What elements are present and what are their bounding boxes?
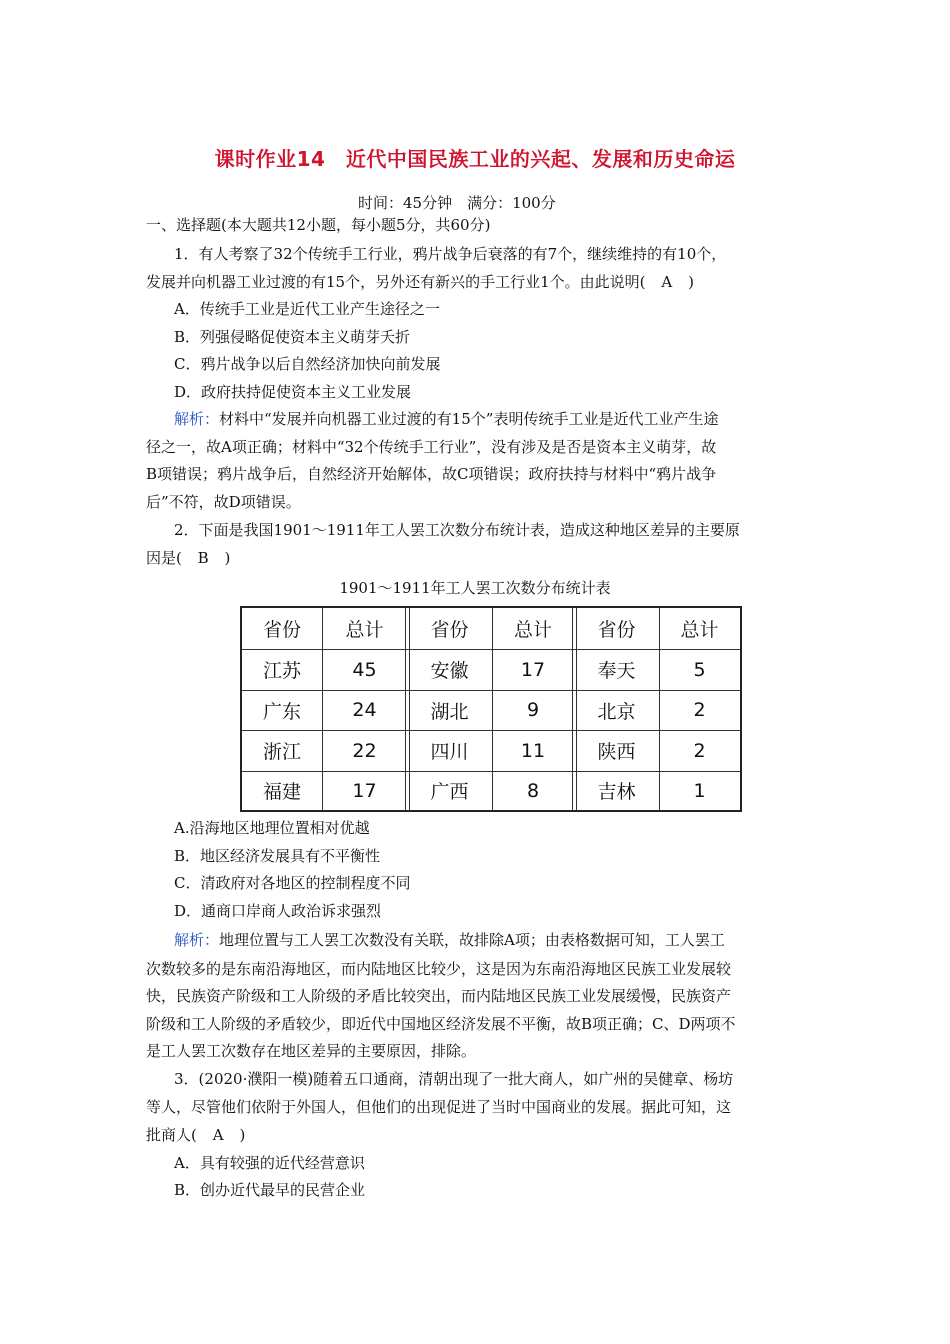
q3-option-a: A．具有较强的近代经营意识: [174, 1154, 365, 1172]
section-heading: 一、选择题(本大题共12小题，每小题5分，共60分): [146, 216, 491, 234]
table-cell: 45: [352, 658, 377, 681]
table-header-cell: 总计: [345, 619, 384, 641]
table-cell: 1: [693, 779, 706, 802]
q1-analysis-line3: B项错误；鸦片战争后，自然经济开始解体，故C项错误；政府扶持与材料中“鸦片战争: [146, 465, 717, 483]
table-double-column-divider: [409, 608, 410, 810]
analysis-label: 解析：: [174, 931, 220, 949]
table-column-divider: [659, 608, 660, 810]
table-cell: 北京: [597, 700, 636, 723]
table-cell: 24: [352, 699, 377, 721]
table-cell: 22: [352, 739, 377, 762]
q3-stem-line2: 等人，尽管他们依附于外国人，但他们的出现促进了当时中国商业的发展。据此可知，这: [146, 1098, 732, 1116]
table-cell: 浙江: [262, 741, 301, 763]
table-cell: 湖北: [430, 700, 469, 723]
table-header-cell: 省份: [597, 619, 636, 641]
q2-option-b: B．地区经济发展具有不平衡性: [174, 847, 381, 865]
table-row-divider: [242, 771, 740, 772]
table-cell: 5: [693, 658, 706, 681]
q2-analysis-line4: 阶级和工人阶级的矛盾较少，即近代中国地区经济发展不平衡，故B项正确；C、D两项不: [146, 1015, 736, 1033]
table-row-divider: [242, 690, 740, 691]
table-cell: 9: [526, 699, 540, 721]
q1-analysis-line4: 后”不符，故D项错误。: [146, 493, 301, 511]
q1-option-c: C．鸦片战争以后自然经济加快向前发展: [174, 355, 441, 373]
table-cell: 2: [693, 739, 706, 762]
q2-stem-line1: 2．下面是我国1901～1911年工人罢工次数分布统计表，造成这种地区差异的主要原: [174, 521, 740, 539]
q3-answer: A: [212, 1126, 224, 1144]
table-cell: 安徽: [430, 660, 469, 682]
q1-option-a: A．传统手工业是近代工业产生途径之一: [174, 300, 440, 318]
q1-answer: A: [661, 273, 673, 291]
table-cell: 17: [352, 779, 377, 802]
q2-option-a: A.沿海地区地理位置相对优越: [174, 819, 370, 837]
table-cell: 17: [520, 658, 546, 681]
q1-stem-line2: 发展并向机器工业过渡的有15个，另外还有新兴的手工行业1个。由此说明( A ): [146, 273, 694, 291]
table-column-divider: [492, 608, 493, 810]
table-cell: 四川: [430, 741, 469, 763]
table-cell: 广西: [430, 781, 469, 803]
table-cell: 11: [520, 739, 546, 762]
q1-analysis-line1: 解析：材料中“发展并向机器工业过渡的有15个”表明传统手工业是近代工业产生途: [174, 410, 719, 428]
table-column-divider: [322, 608, 323, 810]
table-cell: 江苏: [262, 660, 301, 682]
table-row-divider: [242, 649, 740, 650]
q2-answer: B: [197, 549, 209, 567]
q2-stem-line2: 因是( B ): [146, 549, 231, 567]
table-header-cell: 省份: [262, 619, 301, 641]
strike-statistics-table: [240, 606, 742, 812]
q1-option-d: D．政府扶持促使资本主义工业发展: [174, 383, 412, 401]
page-title: 课时作业14 近代中国民族工业的兴起、发展和历史命运: [214, 147, 736, 171]
q2-analysis-line1: 解析：地理位置与工人罢工次数没有关联，故排除A项；由表格数据可知，工人罢工: [174, 931, 725, 949]
table-cell: 福建: [262, 781, 301, 803]
table-cell: 8: [526, 779, 540, 802]
table-cell: 广东: [262, 700, 301, 723]
table-row-divider: [242, 730, 740, 731]
q1-analysis-line2: 径之一，故A项正确；材料中“32个传统手工行业”，没有涉及是否是资本主义萌芽，故: [146, 438, 717, 456]
table-double-column-divider: [405, 608, 406, 810]
q2-option-c: C．清政府对各地区的控制程度不同: [174, 874, 411, 892]
table-cell: 2: [693, 699, 706, 721]
table-cell: 吉林: [597, 781, 636, 803]
q2-option-d: D．通商口岸商人政治诉求强烈: [174, 902, 382, 920]
table-title: 1901～1911年工人罢工次数分布统计表: [339, 579, 611, 597]
q3-stem-line1: 3．(2020·濮阳一模)随着五口通商，清朝出现了一批大商人，如广州的吴健章、杨坊: [174, 1070, 734, 1088]
table-cell: 陕西: [597, 741, 636, 763]
table-double-column-divider: [576, 608, 577, 810]
table-header-cell: 省份: [430, 619, 469, 641]
time-score-info: 时间：45分钟 满分：100分: [358, 194, 556, 212]
q2-analysis-line5: 是工人罢工次数存在地区差异的主要原因，排除。: [146, 1042, 477, 1060]
q3-option-b: B．创办近代最早的民营企业: [174, 1181, 366, 1199]
table-cell: 奉天: [597, 660, 636, 682]
table-double-column-divider: [572, 608, 573, 810]
q2-analysis-line3: 快，民族资产阶级和工人阶级的矛盾比较突出，而内陆地区民族工业发展缓慢，民族资产: [146, 987, 732, 1005]
q1-stem-line1: 1．有人考察了32个传统手工行业，鸦片战争后衰落的有7个，继续维持的有10个，: [174, 245, 727, 263]
table-header-cell: 总计: [680, 619, 719, 641]
q3-stem-line3: 批商人( A ): [146, 1126, 246, 1144]
q2-analysis-line2: 次数较多的是东南沿海地区，而内陆地区比较少，这是因为东南沿海地区民族工业发展较: [146, 960, 732, 978]
table-header-cell: 总计: [513, 619, 552, 641]
q1-option-b: B．列强侵略促使资本主义萌芽夭折: [174, 328, 411, 346]
analysis-label: 解析：: [174, 410, 220, 428]
